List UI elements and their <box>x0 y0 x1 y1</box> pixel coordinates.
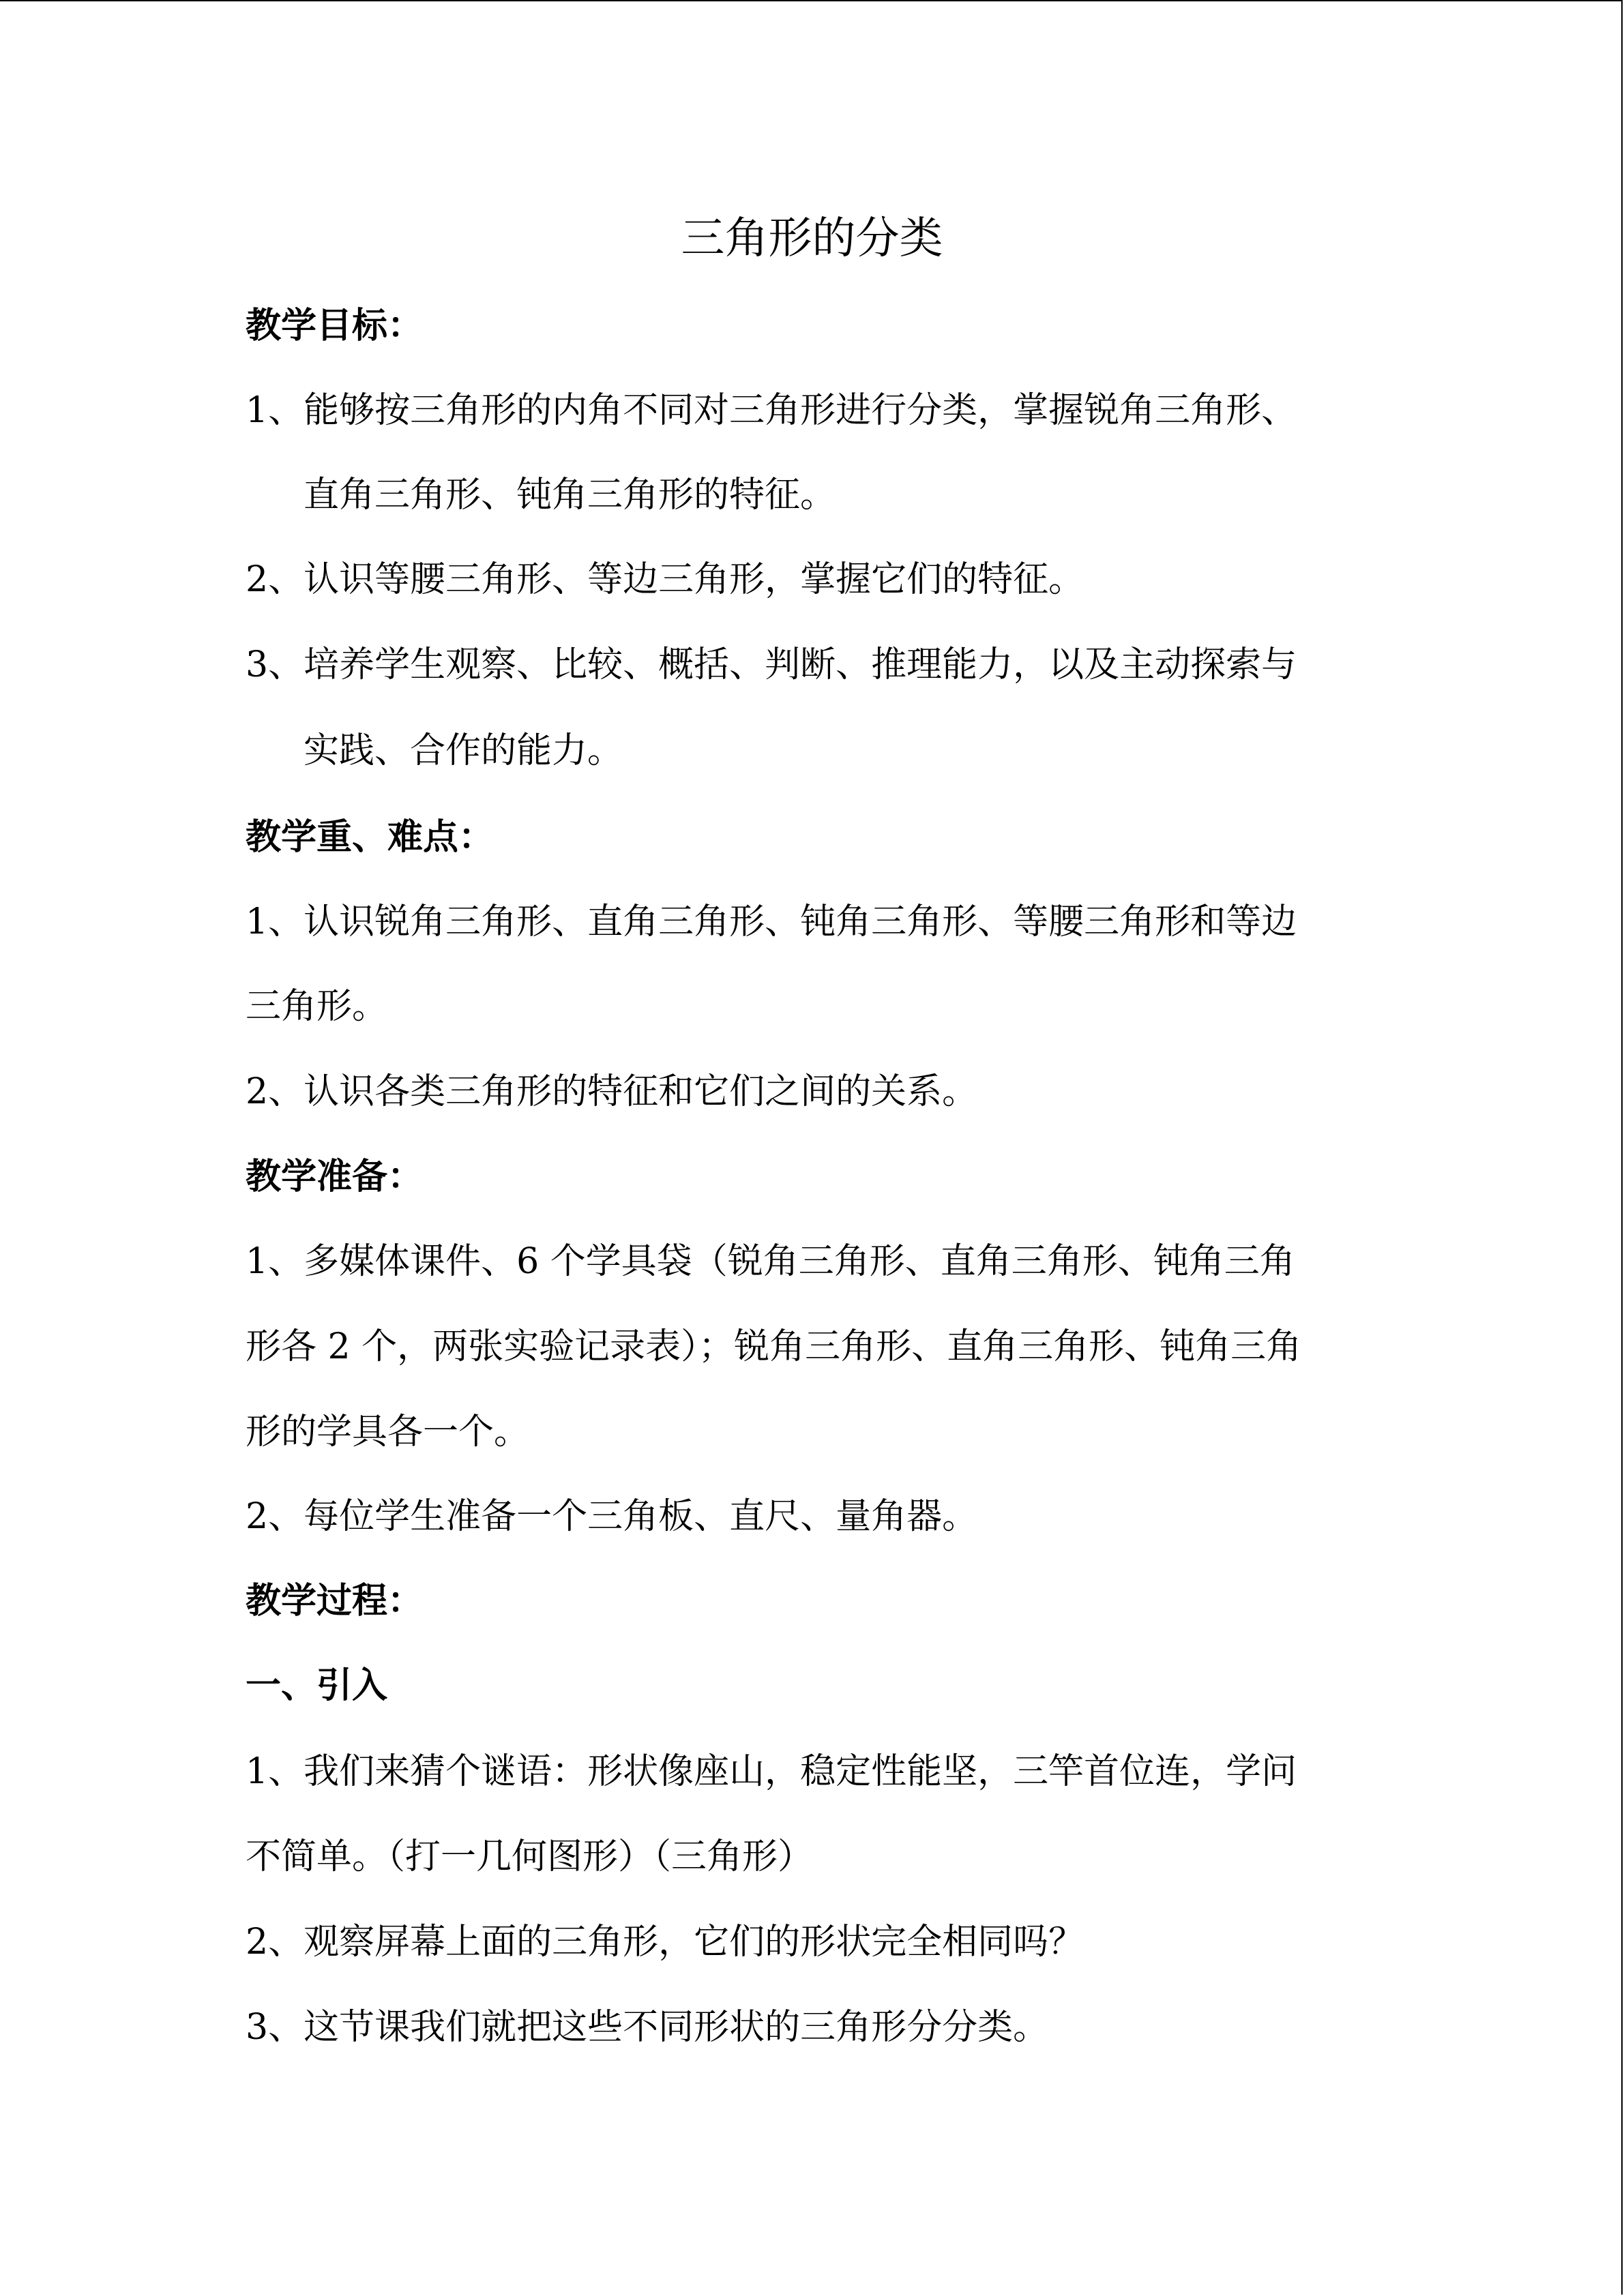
preparation-item-1-line-3: 形的学具各一个。 <box>246 1412 530 1452</box>
process-section-1-heading: 一、引入 <box>246 1665 388 1706</box>
process-item-3: 3、这节课我们就把这些不同形状的三角形分分类。 <box>246 2007 1049 2048</box>
document-title: 三角形的分类 <box>681 213 943 264</box>
process-item-1-line-1: 1、我们来猜个谜语：形状像座山，稳定性能坚，三竿首位连，学问 <box>246 1751 1297 1792</box>
process-item-2: 2、观察屏幕上面的三角形，它们的形状完全相同吗？ <box>246 1922 1084 1963</box>
key-points-heading: 教学重、难点： <box>246 816 494 858</box>
key-points-item-1-line-2: 三角形。 <box>246 986 388 1027</box>
preparation-item-1-line-2: 形各 2 个，两张实验记录表）；锐角三角形、直角三角形、钝角三角 <box>246 1326 1302 1367</box>
preparation-heading: 教学准备： <box>246 1156 424 1197</box>
process-item-1-line-2: 不简单。（打一几何图形）（三角形） <box>246 1836 814 1877</box>
objectives-item-3-line-2: 实践、合作的能力。 <box>304 730 623 771</box>
objectives-item-1-line-2: 直角三角形、钝角三角形的特征。 <box>304 475 836 516</box>
objectives-item-2: 2、认识等腰三角形、等边三角形，掌握它们的特征。 <box>246 559 1084 600</box>
objectives-item-1-line-1: 1、能够按三角形的内角不同对三角形进行分类，掌握锐角三角形、 <box>246 390 1297 431</box>
preparation-item-2: 2、每位学生准备一个三角板、直尺、量角器。 <box>246 1496 978 1537</box>
key-points-item-2: 2、认识各类三角形的特征和它们之间的关系。 <box>246 1071 978 1112</box>
objectives-item-3-line-1: 3、培养学生观察、比较、概括、判断、推理能力，以及主动探索与 <box>246 644 1297 685</box>
process-heading: 教学过程： <box>246 1580 424 1622</box>
objectives-heading: 教学目标： <box>246 305 424 346</box>
key-points-item-1-line-1: 1、认识锐角三角形、直角三角形、钝角三角形、等腰三角形和等边 <box>246 901 1297 942</box>
preparation-item-1-line-1: 1、多媒体课件、6 个学具袋（锐角三角形、直角三角形、钝角三角 <box>246 1241 1295 1282</box>
